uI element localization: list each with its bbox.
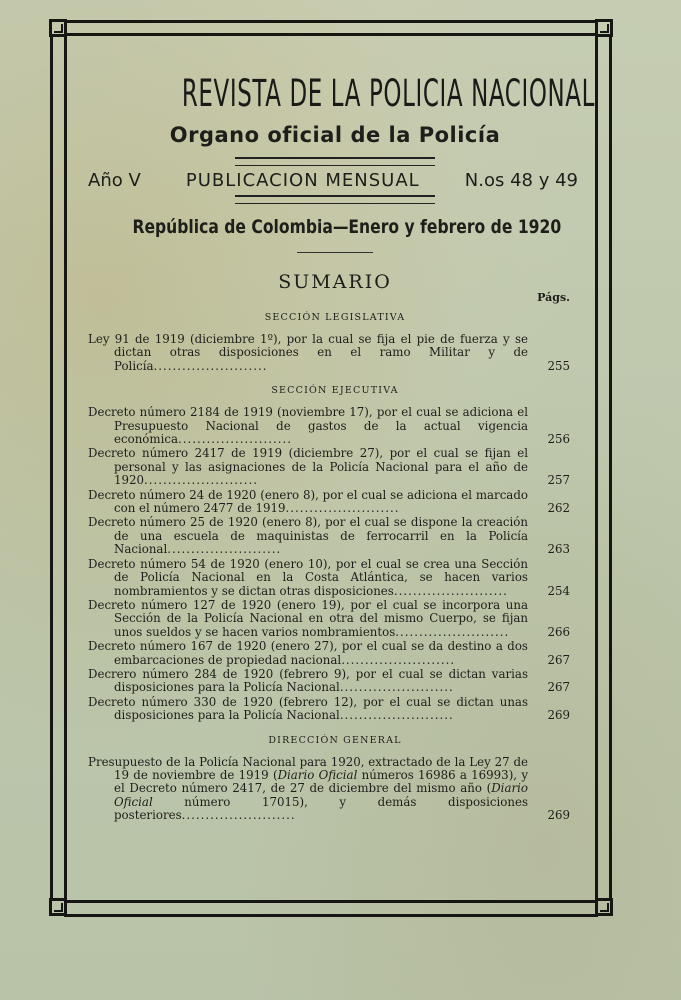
page-content [88,60,596,824]
border-left-inner [64,36,67,898]
toc-entry[interactable]: Decrero número 284 de 1920 (febrero 9), por el cual se dictan varias disposiciones para la Policía Nacional........................ 267 [88,668,582,695]
magazine-title: REVISTA DE LA POLICIA NACIONAL [181,72,596,115]
issue-numbers: N.os 48 y 49 [464,170,578,191]
greek-key-corner-icon [49,898,67,916]
section-heading: DIRECCIÓN GENERAL [268,734,402,746]
border-top-outer [64,20,598,23]
page-number: 267 [547,680,570,695]
page-number: 257 [547,473,570,488]
border-left-outer [50,36,53,898]
toc-entry[interactable]: Decreto número 167 de 1920 (enero 27), por el cual se da destino a dos embarcaciones de propiedad nacional........................ 267 [88,640,582,667]
country-date: República de Colombia—Enero y febrero de 1920 [132,216,562,238]
summary-title: SUMARIO [278,271,392,293]
publication-frequency: PUBLICACION MENSUAL [185,170,420,191]
publication-info-row [88,170,582,191]
page-number: 269 [547,708,570,723]
page-number: 263 [547,542,570,557]
border-top-inner [64,33,598,36]
border-bottom-outer [64,914,598,917]
year-label: Año V [88,170,141,191]
page-number: 267 [547,652,570,667]
page-number: 269 [547,808,570,823]
page-number: 256 [547,432,570,447]
page-number: 266 [547,624,570,639]
magazine-subtitle: Organo oficial de la Policía [169,123,501,147]
greek-key-corner-icon [49,19,67,37]
toc-entry[interactable]: Decreto número 127 de 1920 (enero 19), por el cual se incorpora una Sección de la Policía Nacional en otra del mismo Cuerpo, se fijan unos sueldos y se hacen varios nombramientos........................ 266 [88,599,582,639]
border-bottom-inner [64,900,598,903]
divider [297,252,373,253]
toc-entry[interactable]: Decreto número 24 de 1920 (enero 8), por el cual se adiciona el marcado con el número 2477 de 1919........................ 262 [88,489,582,516]
divider [235,157,435,166]
toc-entry[interactable]: Decreto número 25 de 1920 (enero 8), por el cual se dispone la creación de una escuela de maquinistas de ferrocarril en la Policía Nacional........................ 263 [88,516,582,556]
pages-label: Págs. [537,291,570,304]
page-number: 262 [547,501,570,516]
page-number: 254 [547,583,570,598]
section-heading: SECCIÓN LEGISLATIVA [264,312,406,323]
toc-entry[interactable]: Decreto número 54 de 1920 (enero 10), por el cual se crea una Sección de Policía Nacional en la Costa Atlántica, se hacen varios nombramientos y se dictan otras disposiciones........................ 254 [88,558,582,598]
section-heading: SECCIÓN EJECUTIVA [271,385,399,397]
page-number: 255 [547,358,570,373]
toc-entry[interactable]: Decreto número 330 de 1920 (febrero 12), por el cual se dictan unas disposiciones para la Policía Nacional........................ 269 [88,696,582,723]
border-right-outer [609,36,612,898]
toc-entry[interactable]: Presupuesto de la Policía Nacional para 1920, extractado de la Ley 27 de 19 de noviembre de 1919 (Diario Oficial números 16986 a 16993), y el Decreto número 2417, de 27 de diciembre del mismo año (Diario Oficial número 17015), y demás disposiciones posteriores........................ 269 [88,756,582,823]
border-right-inner [595,36,598,898]
toc-entry[interactable]: Decreto número 2184 de 1919 (noviembre 17), por el cual se adiciona el Presupuesto Nacional de gastos de la actual vigencia económica........................ 256 [88,406,582,446]
greek-key-corner-icon [595,19,613,37]
toc-entry[interactable]: Ley 91 de 1919 (diciembre 1º), por la cual se fija el pie de fuerza y se dictan otras disposiciones en el ramo Militar y de Policía........................ 255 [88,333,582,373]
greek-key-corner-icon [595,898,613,916]
toc-entry[interactable]: Decreto número 2417 de 1919 (diciembre 27), por el cual se fijan el personal y las asignaciones de la Policía Nacional para el año de 1920........................ 257 [88,447,582,487]
divider [235,195,435,204]
